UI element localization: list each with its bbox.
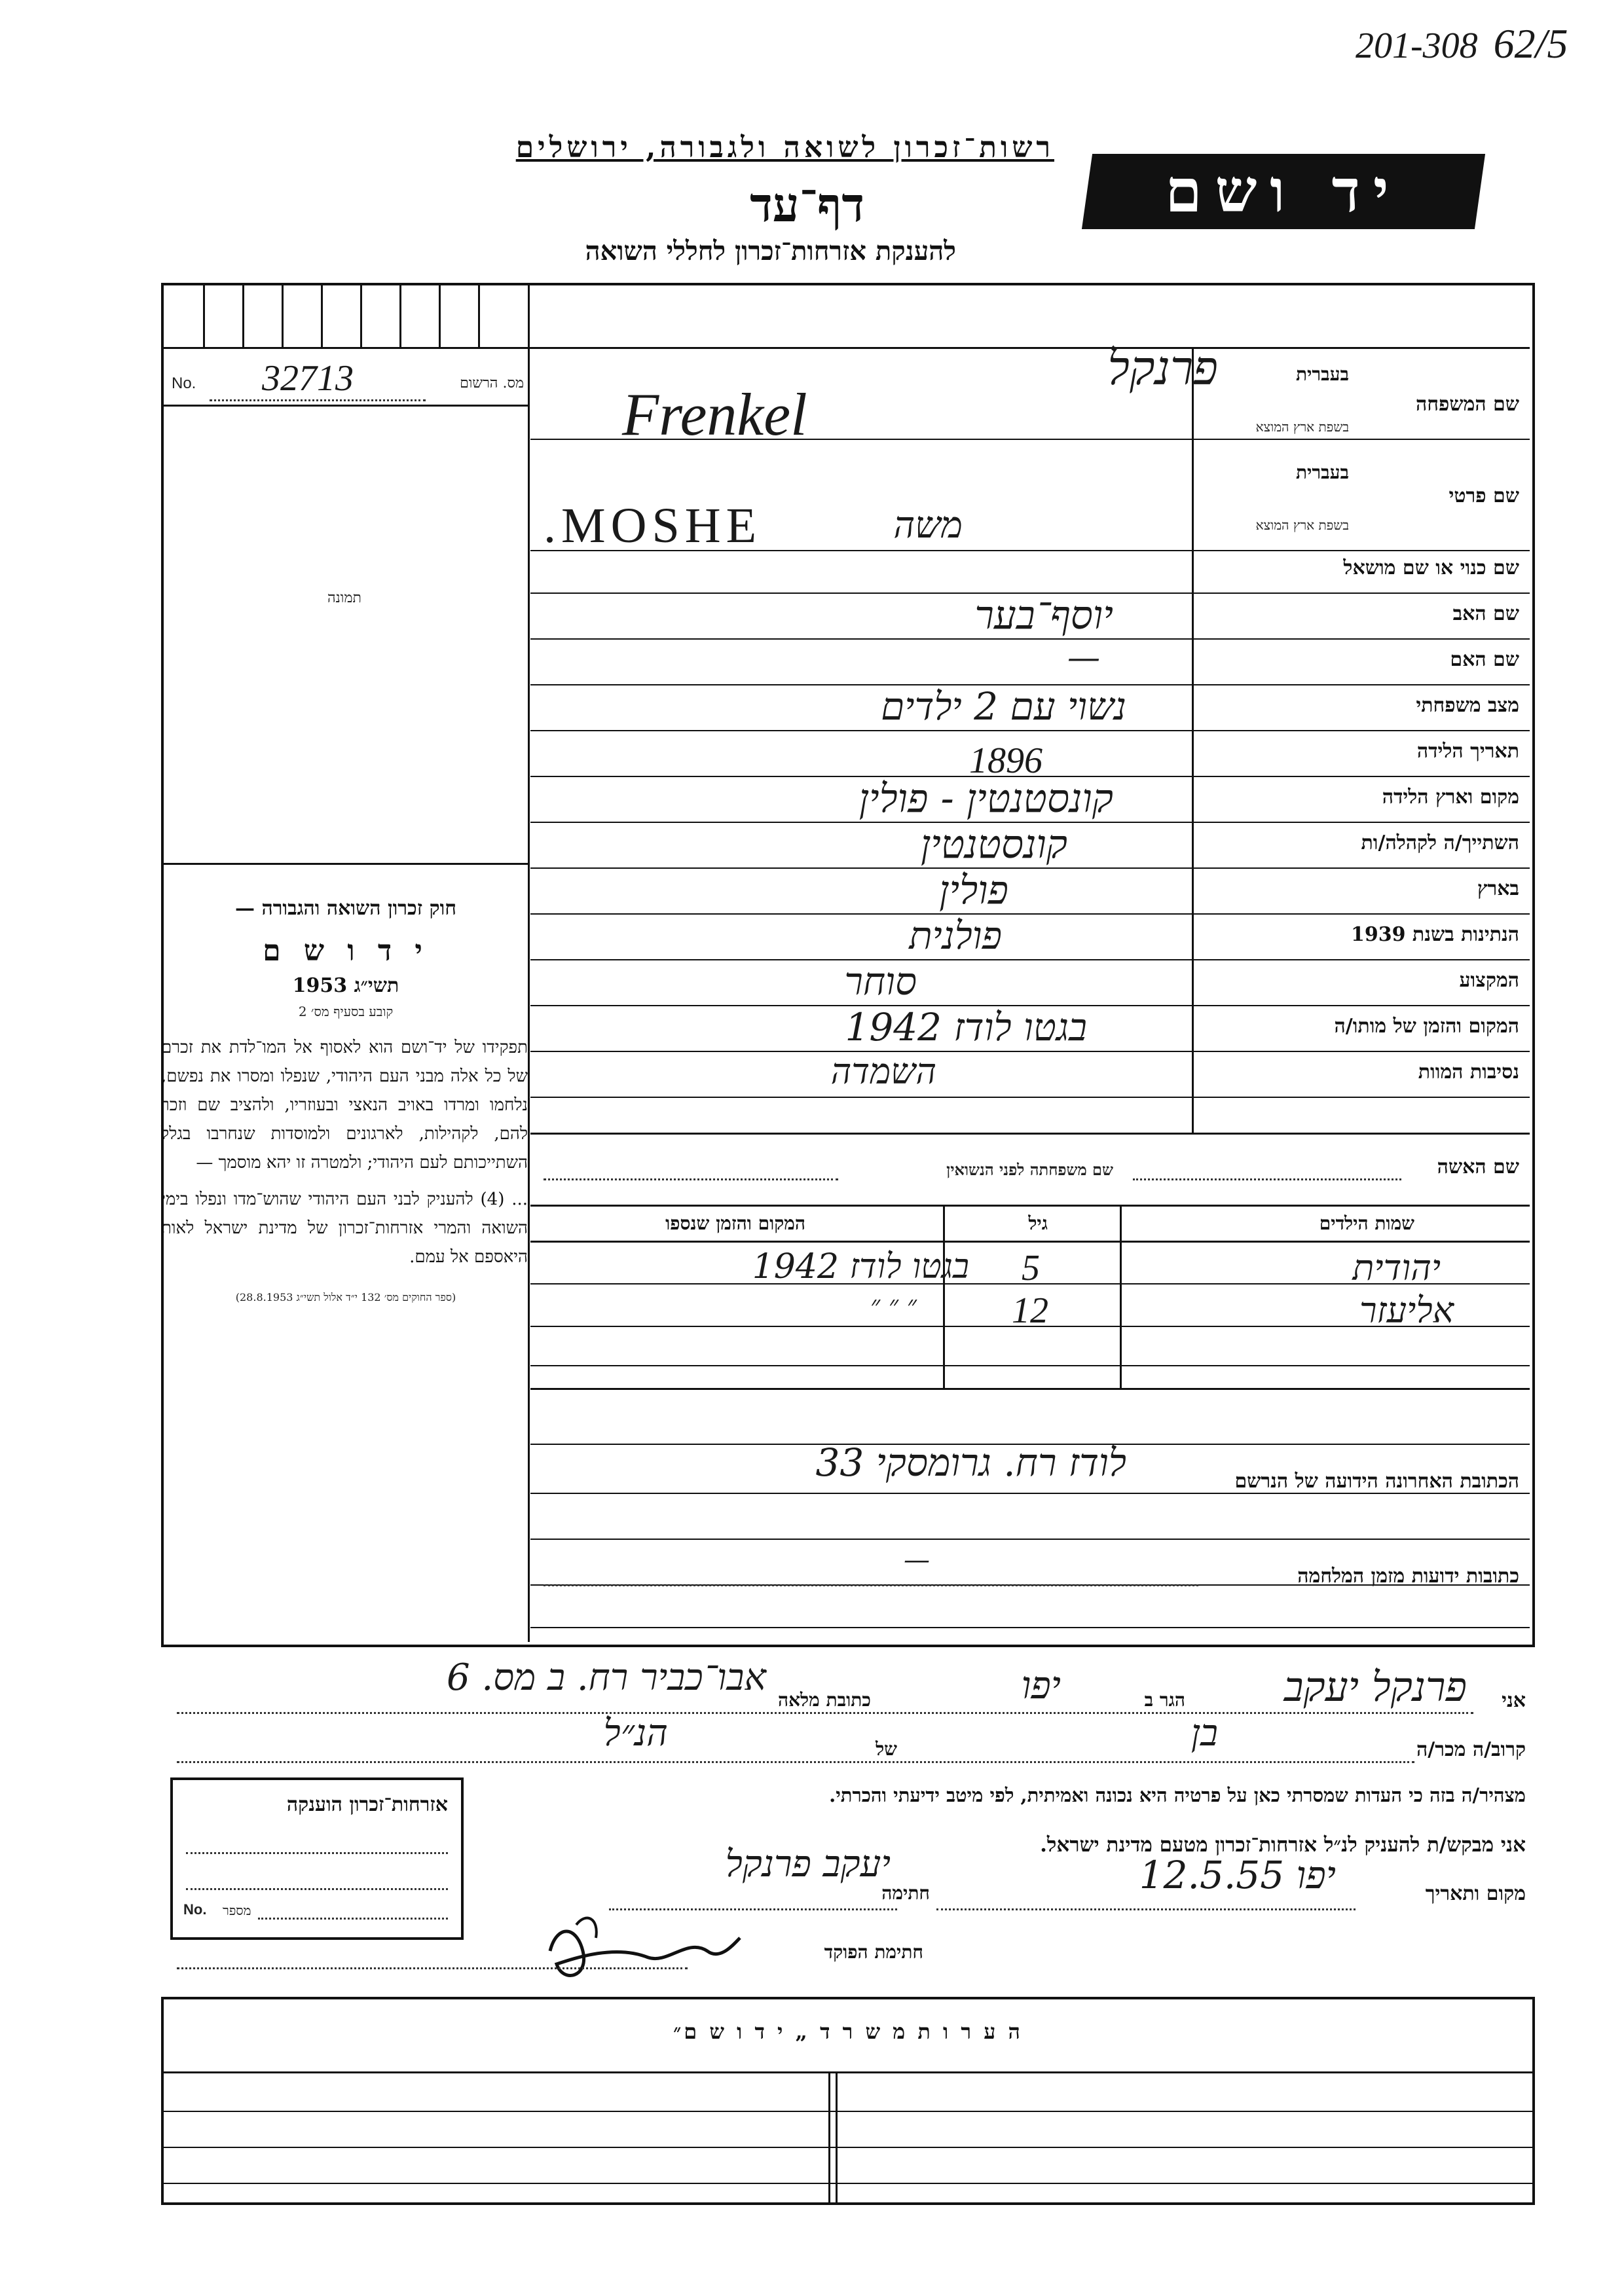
citizenship-1939-label: הנתינות בשנת 1939 [1350,923,1519,946]
citizenship-box-title: אזרחות־זכרון הוענקה [286,1793,448,1816]
citizenship-granted-box [170,1777,464,1940]
declarant-city: יפו [1021,1663,1061,1707]
birth-date-value: 1896 [969,740,1043,781]
declarant-full-address: אבו־כביר רח. ב מס. 6 [446,1656,766,1699]
surname-latin-value: Frenkel [622,381,807,448]
country-value: פולין [939,867,1008,913]
first-name-hebrew-sublabel: בעברית [1295,462,1349,483]
children-age-header: גיל [1028,1212,1048,1234]
law-clause: קובע בסעיף מס׳ 2 [298,1004,394,1019]
surname-hebrew-value: פרנקל [1107,340,1218,395]
profession-label: המקצוע [1459,969,1519,992]
marital-status-label: מצב משפחתי [1416,694,1519,717]
father-name-label: שם האב [1452,602,1519,625]
form-title: דף־עד [750,177,864,232]
logo-text: יד ושם [1165,156,1402,226]
birth-place-label: מקום וארץ הלידה [1382,786,1519,809]
birth-place-value: קונסטנטין - פולין [858,776,1113,822]
registration-label: מס. הרשום [460,375,524,392]
child-1-place: בגטו לודז 1942 [752,1247,969,1286]
first-name-hebrew-value: משה [893,504,963,547]
surname-label: שם המשפחה [1415,393,1519,416]
surname-hebrew-sublabel: בעברית [1295,363,1349,385]
nickname-label: שם כנוי או שם מושאל [1343,556,1519,579]
declarant-name: פרנקל יעקב [1283,1663,1467,1711]
birth-date-label: תאריך הלידה [1416,740,1519,763]
officer-signature-label: חתימת הפוקד [824,1941,923,1963]
child-2-place: ״ ״ ״ [870,1290,917,1321]
law-title: חוק זכרון השואה והגבורה — [235,897,456,920]
citizenship-1939-value: פולנית [909,913,1002,958]
place-date-label: מקום ותאריך [1425,1882,1526,1905]
citizenship-box-no-label: No. [183,1901,207,1918]
wife-label: שם האשה [1437,1156,1519,1178]
wartime-address-value: — [904,1545,930,1575]
declarant-relation: בן [1190,1712,1218,1755]
declarant-of-value: הנ״ל [603,1712,668,1755]
community-value: קונסטנטין [920,822,1067,867]
first-name-latin-value: .MOSHE [544,498,762,553]
declarant-resides-label: הגר ב [1144,1689,1185,1711]
office-notes-box [161,1997,1535,2205]
form-subtitle: להענקת אזרחות־זכרון לחללי השואה [585,236,956,266]
first-name-origin-sublabel: בשפת ארץ המוצא [1255,517,1349,533]
death-circumstances-value: השמדה [830,1051,936,1092]
mother-name-label: שם האם [1450,648,1519,671]
request-text: אני מבקש/ת להעניק לנ״ל אזרחות־זכרון מטעם מדינת ישראל. [1040,1833,1526,1857]
law-paragraph-1: תפקידו של יד־ושם הוא לאסוף אל המו־לדת את זכרם של כל אלה מבני העם היהודי, שנפלו ומסרו את נפשם, נלחמו ומרדו באויב הנאצי ובעוזריו, ולהציב שם וזכר להם, לקהילות, לארגונים ולמוסדות שנחרבו בגלל השתייכותם לעם היהודי; ולמטרה זו יהא מוסמך — [161,1038,528,1173]
country-label: בארץ [1477,877,1519,900]
death-circumstances-label: נסיבות המוות [1418,1061,1519,1084]
declarant-full-address-label: כתובת מלאה [777,1689,871,1711]
declarant-relation-label: קרוב/ה מכר/ה [1416,1738,1526,1761]
archive-ref-suffix: 62/5 [1493,20,1568,67]
father-name-value: יוסף־בער [974,592,1113,638]
surname-origin-sublabel: בשפת ארץ המוצא [1255,419,1349,435]
declarant-ani-label: אני [1502,1689,1526,1712]
organization-name: רשות־זכרון לשואה ולגבורה, ירושלים [515,131,1054,164]
law-paragraph-2: ... (4) להעניק לבני העם היהודי שהוש־מדו ונפלו בימי השואה והמרי אזרחות־זכרון של מדינת ישראל לאות היאספם אל עמם. [161,1190,528,1267]
law-citation: (ספר החוקים מס׳ 132 י״ד אלול תשי״ג 28.8.1953) [235,1291,456,1303]
archive-ref-number: 201-308 [1356,26,1478,66]
marital-status-value: נשוי עם 2 ילדים [881,684,1126,729]
photo-label: תמונה [327,590,361,606]
profession-value: סוחר [844,959,917,1004]
yad-vashem-logo [1082,154,1485,229]
law-year: תשי״ג 1953 [292,974,399,997]
children-place-header: המקום והזמן שנספו [665,1212,805,1234]
child-2-name: אליעזר [1359,1290,1454,1331]
declarant-signature: יעקב פרנקל [725,1843,891,1886]
community-label: השתייך/ה לקהלה/ות [1361,831,1519,854]
law-box [161,897,528,1304]
wife-maiden-label: שם משפחתה לפני הנשואין [946,1160,1113,1179]
registration-no-label: No. [172,374,196,392]
wartime-address-label: כתובות ידועות מזמן המלחמה [1297,1565,1519,1588]
declarant-of-label: של [876,1738,897,1760]
law-name: י ד ו ש ם [263,934,429,968]
office-notes-title: ה ע ר ו ת מ ש ר ד „ י ד ו ש ם״ [673,2019,1023,2044]
last-address-label: הכתובת האחרונה הידועה של הנרשם [1234,1470,1519,1493]
handwritten-signature [537,1899,747,2003]
registration-number-row [170,360,524,399]
place-date-value: יפו 12.5.55 [1139,1853,1336,1897]
last-address-value: לודז רח. גרומסקי 33 [815,1440,1126,1485]
signature-label: חתימה [881,1882,930,1904]
child-1-age: 5 [1022,1248,1040,1288]
death-place-time-label: המקום והזמן של מותו/ה [1334,1015,1519,1038]
registration-number: 32713 [262,358,354,399]
first-name-label: שם פרטי [1449,484,1519,507]
declaration-text: מצהיר/ה בזה כי העדות שמסרתי כאן על פרטיה היא נכונה ואמיתית, לפי מיטב ידיעתי והכרתי. [829,1784,1526,1806]
child-2-age: 12 [1012,1290,1048,1331]
children-names-header: שמות הילדים [1319,1212,1414,1234]
mother-name-value: — [1067,638,1100,676]
archive-reference [1356,20,1568,68]
child-1-name: יהודית [1352,1247,1441,1288]
death-place-time-value: בגטו לודז 1942 [845,1005,1087,1049]
citizenship-box-number-label: מספר [223,1903,251,1918]
